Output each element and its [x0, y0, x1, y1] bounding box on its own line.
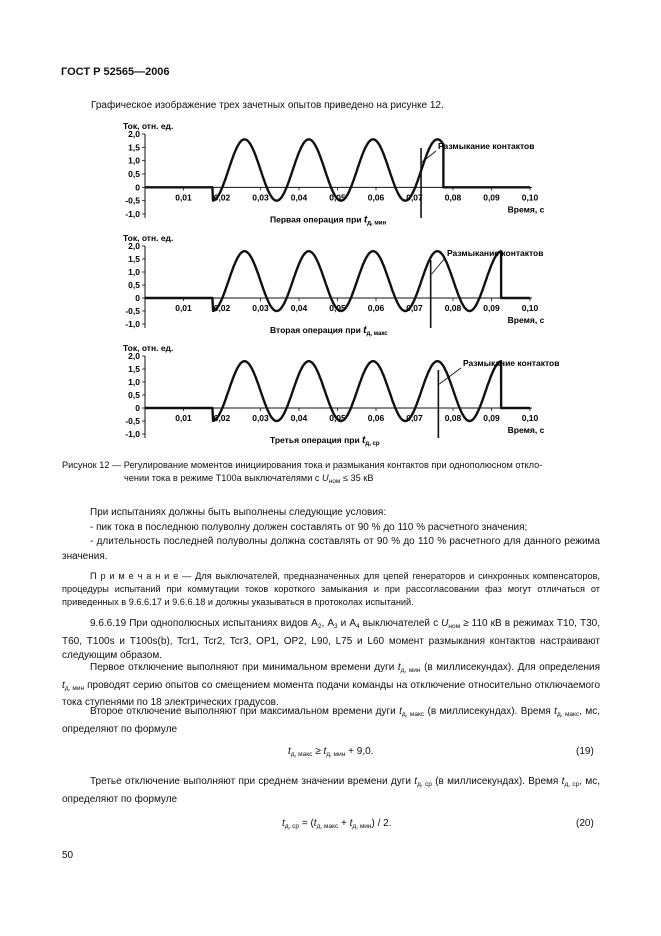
- y-tick-label: 1,5: [128, 142, 140, 153]
- x-tick-label: 0,02: [213, 192, 231, 203]
- y-tick-label: 0: [135, 403, 140, 413]
- y-tick-label: 0,5: [128, 390, 140, 400]
- y-axis-label: Ток, отн. ед.: [123, 343, 174, 353]
- y-tick-label: 0: [135, 182, 140, 193]
- y-tick-label: 1,5: [128, 364, 140, 374]
- x-tick-label: 0,10: [521, 413, 539, 423]
- x-tick-label: 0,09: [483, 192, 500, 203]
- y-axis-label: Ток, отн. ед.: [123, 233, 174, 243]
- x-tick-label: 0,06: [367, 303, 385, 313]
- chart-caption: Третья операция при $t_{д, ср}$: [270, 435, 380, 447]
- y-tick-label: 0,5: [128, 169, 140, 179]
- x-tick-label: 0,10: [521, 303, 539, 313]
- x-tick-label: 0,02: [213, 413, 231, 423]
- x-tick-label: 0,10: [521, 192, 539, 203]
- y-tick-label: -0,5: [125, 195, 140, 206]
- condition-item-2: - длительность последней полуволны должна составлять от 90 % до 110 % расчетного для данного режима значения.: [62, 536, 600, 562]
- x-tick-label: 0,04: [290, 192, 308, 203]
- figure-caption: [62, 459, 610, 488]
- x-tick-label: 0,05: [329, 192, 346, 203]
- x-tick-label: 0,04: [290, 413, 308, 423]
- y-tick-label: -0,5: [125, 306, 140, 316]
- x-tick-label: 0,07: [406, 192, 423, 203]
- x-axis-label: Время, с: [507, 425, 545, 435]
- y-tick-label: -0,5: [125, 416, 140, 426]
- conditions-lead: При испытаниях должны быть выполнены следующие условия:: [90, 507, 387, 518]
- chart-operation-1: [123, 121, 545, 226]
- x-tick-label: 0,05: [329, 413, 346, 423]
- y-tick-label: -1,0: [125, 319, 140, 329]
- x-tick-label: 0,03: [252, 303, 269, 313]
- x-tick-label: 0,08: [444, 413, 462, 423]
- y-tick-label: 1,5: [128, 254, 140, 264]
- x-tick-label: 0,07: [406, 413, 423, 423]
- formula-19: $t_{д, макс} \ge t_{д, мин} + 9,0$.: [288, 746, 374, 758]
- x-tick-label: 0,04: [290, 303, 308, 313]
- y-tick-label: 1,0: [128, 267, 140, 277]
- paragraph-9-6-6-19: 9.6.6.19 При однополюсных испытаниях видов $А_2$, $А_3$ и $А_4$ выключателей с $U_{ном} \ge 110$ кВ в режимах Т10, Т30, Т60, Т100s и Т100s(b), Tcr1, Tcr2, Tcr3, OP1, OP2, L90, L75 и L60 момент размыкания контактов настраивают следующим образом.: [62, 618, 601, 661]
- y-tick-label: 2,0: [128, 129, 140, 139]
- condition-item-1: - пик тока в последнюю полуволну должен составлять от 90 % до 110 % расчетного значения;: [90, 522, 528, 533]
- figure-caption-line2: чении тока в режиме Т100а выключателями с $U_{ном} \le 35$ кВ: [124, 473, 374, 485]
- chart-caption: Первая операция при $t_{д, мин}$: [270, 214, 387, 227]
- paragraph-first-operation: Первое отключение выполняют при минимальном времени дуги $t_{д, мин}$ (в миллисекундах). Для определения $t_{д, мин}$ проводят серию опытов со смещением момента подачи команды на отключение относительно отключаемого тока ступенями по 18 электрических градусов.: [62, 662, 601, 708]
- document-header: ГОСТ Р 52565—2006: [61, 66, 170, 78]
- paragraph-second-operation: Второе отключение выполняют при максимальном времени дуги $t_{д, макс}$ (в миллисекундах). Время $t_{д, макс}$, мс, определяют по формуле: [62, 706, 601, 735]
- y-tick-label: 1,0: [128, 155, 140, 166]
- x-tick-label: 0,02: [213, 303, 231, 313]
- note-label: П р и м е ч а н и е: [90, 571, 179, 581]
- x-tick-label: 0,09: [483, 303, 500, 313]
- equation-number-19: (19): [576, 746, 594, 757]
- intro-text: Графическое изображение трех зачетных опытов приведено на рисунке 12.: [91, 100, 444, 111]
- annotation-label: Размыкание контактов: [463, 358, 560, 368]
- y-tick-label: -1,0: [125, 429, 140, 439]
- x-tick-label: 0,06: [367, 192, 385, 203]
- y-tick-label: 0: [135, 293, 140, 303]
- x-tick-label: 0,08: [444, 303, 462, 313]
- formula-20: $t_{д, ср} = (t_{д, макс} + t_{д, мин}) / 2$.: [282, 818, 392, 830]
- y-tick-label: -1,0: [125, 209, 140, 219]
- y-tick-label: 1,0: [128, 377, 140, 387]
- y-tick-label: 0,5: [128, 280, 140, 290]
- chart-operation-3: [123, 343, 559, 447]
- x-tick-label: 0,01: [175, 303, 192, 313]
- x-tick-label: 0,03: [252, 413, 269, 423]
- chart-operation-2: [123, 233, 545, 337]
- x-tick-label: 0,05: [329, 303, 346, 313]
- annotation-label: Размыкание контактов: [447, 248, 544, 258]
- x-tick-label: 0,06: [367, 413, 385, 423]
- figure-caption-line1: Рисунок 12 — Регулирование моментов инициирования тока и размыкания контактов при однополюсном откло-: [62, 460, 543, 470]
- page-number: 50: [62, 850, 74, 861]
- y-axis-label: Ток, отн. ед.: [123, 121, 174, 131]
- equation-number-20: (20): [576, 818, 594, 829]
- x-tick-label: 0,07: [406, 303, 423, 313]
- x-tick-label: 0,08: [444, 192, 462, 203]
- chart-caption: Вторая операция при $t_{д, макс}$: [270, 325, 388, 337]
- x-axis-label: Время, с: [507, 204, 545, 215]
- y-tick-label: 2,0: [128, 241, 140, 251]
- annotation-leader: [422, 151, 436, 162]
- x-tick-label: 0,01: [175, 413, 192, 423]
- y-tick-label: 2,0: [128, 351, 140, 361]
- x-tick-label: 0,01: [175, 192, 192, 203]
- annotation-label: Размыкание контактов: [438, 141, 535, 151]
- x-tick-label: 0,09: [483, 413, 500, 423]
- x-tick-label: 0,03: [252, 192, 269, 203]
- annotation-leader: [432, 258, 445, 274]
- note-paragraph: П р и м е ч а н и е — Для выключателей, предназначенных для цепей генераторов и синхронных компенсаторов, процедуры испытаний при коммутации токов короткого замыкания и при рассогласовании фаз могут отличаться от приведенных в 9.6.6.17 и 9.6.6.18 и должны указываться в протоколах испытаний.: [62, 571, 600, 608]
- x-axis-label: Время, с: [507, 315, 545, 325]
- paragraph-third-operation: Третье отключение выполняют при среднем значении времени дуги $t_{д, ср}$ (в миллисекундах). Время $t_{д, ср}$, мс, определяют по формуле: [62, 776, 600, 805]
